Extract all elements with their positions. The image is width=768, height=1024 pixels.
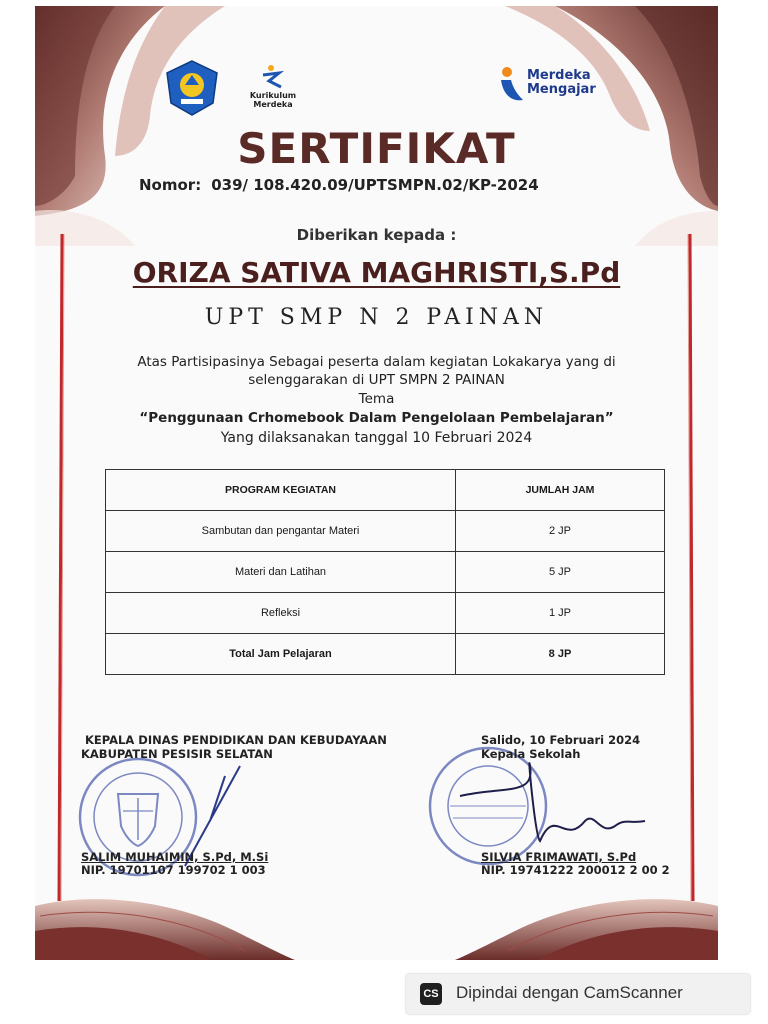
mengajar-text: Mengajar xyxy=(527,82,596,97)
kurikulum-merdeka-text: Kurikulum Merdeka xyxy=(249,91,297,109)
certificate-title: SERTIFIKAT xyxy=(237,124,516,173)
right-signer-date: Salido, 10 Februari 2024 xyxy=(481,733,641,747)
recipient-school: UPT SMP N 2 PAINAN xyxy=(204,305,549,330)
certificate-page xyxy=(35,6,718,960)
right-signer-nip: NIP. 19741222 200012 2 00 2 xyxy=(481,863,670,877)
table-row xyxy=(106,593,665,634)
kurikulum-merdeka-logo xyxy=(241,63,305,121)
certificate-number xyxy=(139,176,549,194)
header-program: PROGRAM KEGIATAN xyxy=(106,470,456,511)
left-signer-role-line2: KABUPATEN PESISIR SELATAN xyxy=(81,747,273,761)
theme-title: “Penggunaan Crhomebook Dalam Pengelolaan Pembelajaran” xyxy=(139,410,614,426)
nomor-value: 039/ 108.420.09/UPTSMPN.02/KP-2024 xyxy=(211,176,539,194)
camscanner-logo-icon: CS xyxy=(420,983,442,1005)
merdeka-text: Merdeka xyxy=(527,68,591,83)
total-label-cell: Total Jam Pelajaran xyxy=(106,634,456,675)
theme-label: Tema xyxy=(358,391,395,407)
hours-cell: 1 JP xyxy=(456,593,665,634)
table-total-row xyxy=(106,634,665,675)
program-cell: Materi dan Latihan xyxy=(106,552,456,593)
total-hours-cell: 8 JP xyxy=(456,634,665,675)
nomor-label: Nomor: xyxy=(139,176,202,194)
participation-text-line2: selenggarakan di UPT SMPN 2 PAINAN xyxy=(248,372,505,388)
merdeka-mengajar-logo xyxy=(497,64,617,112)
program-cell: Sambutan dan pengantar Materi xyxy=(106,511,456,552)
camscanner-text: Dipindai dengan CamScanner xyxy=(456,983,683,1002)
left-signer-role-line1: KEPALA DINAS PENDIDIKAN DAN KEBUDAYAAN xyxy=(85,733,387,747)
right-signer-role: Kepala Sekolah xyxy=(481,747,581,761)
left-signer-name: SALIM MUHAIMIN, S.Pd, M.Si xyxy=(81,850,269,864)
bottom-waves xyxy=(35,899,718,960)
tut-wuri-handayani-logo xyxy=(163,59,221,117)
hours-cell: 2 JP xyxy=(456,511,665,552)
given-to-label: Diberikan kepada : xyxy=(296,226,457,244)
left-signer-nip: NIP. 19701107 199702 1 003 xyxy=(81,863,266,877)
recipient-name: ORIZA SATIVA MAGHRISTI,S.Pd xyxy=(132,256,621,289)
table-row xyxy=(106,552,665,593)
event-date: Yang dilaksanakan tanggal 10 Februari 2024 xyxy=(220,430,533,446)
camscanner-watermark xyxy=(406,974,750,1014)
program-table xyxy=(105,469,665,675)
table-row xyxy=(106,511,665,552)
program-cell: Refleksi xyxy=(106,593,456,634)
signature-right xyxy=(460,763,645,841)
hours-cell: 5 JP xyxy=(456,552,665,593)
table-header-row xyxy=(106,470,665,511)
participation-text-line1: Atas Partisipasinya Sebagai peserta dalam kegiatan Lokakarya yang di xyxy=(137,354,616,370)
right-signer-name: SILVIA FRIMAWATI, S.Pd xyxy=(481,850,637,864)
header-hours: JUMLAH JAM xyxy=(456,470,665,511)
